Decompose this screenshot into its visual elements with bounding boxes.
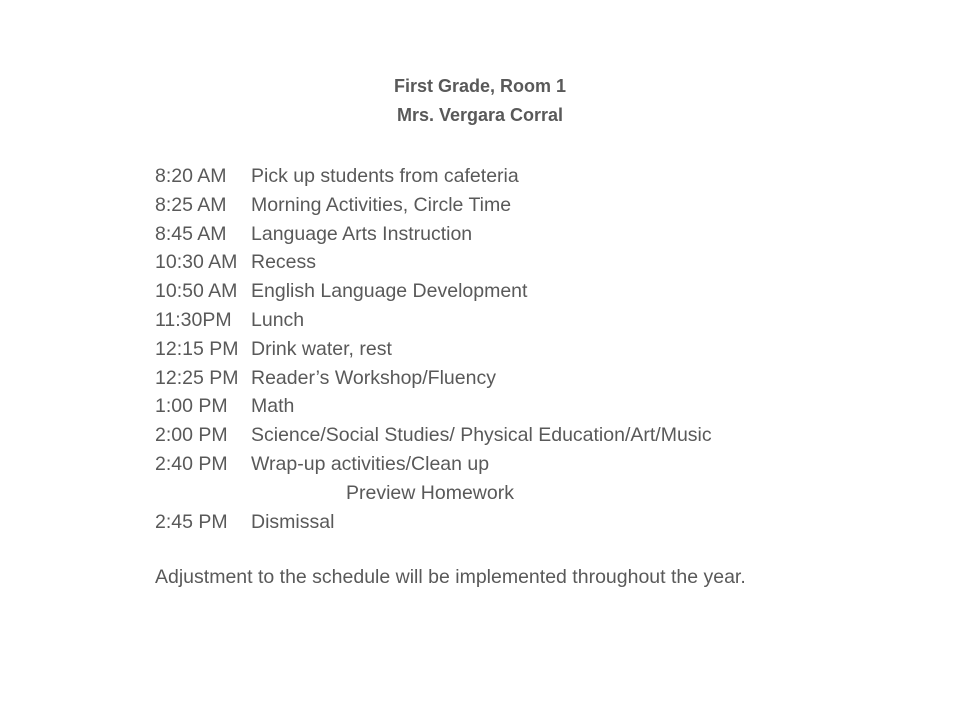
schedule-time: 8:25 AM bbox=[155, 193, 227, 216]
schedule-time: 11:30PM bbox=[155, 308, 232, 331]
schedule-activity: Drink water, rest bbox=[251, 337, 392, 360]
daily-schedule bbox=[155, 162, 875, 536]
schedule-activity: Language Arts Instruction bbox=[251, 222, 473, 245]
schedule-activity: Recess bbox=[251, 251, 317, 274]
schedule-row bbox=[155, 306, 875, 335]
schedule-time: 2:40 PM bbox=[155, 452, 228, 475]
schedule-activity: Morning Activities, Circle Time bbox=[251, 193, 512, 216]
schedule-row-continuation bbox=[155, 479, 875, 508]
schedule-row bbox=[155, 277, 875, 306]
schedule-time: 10:50 AM bbox=[155, 280, 238, 303]
schedule-row bbox=[155, 191, 875, 220]
schedule-time: 2:00 PM bbox=[155, 424, 228, 447]
schedule-row bbox=[155, 364, 875, 393]
schedule-activity: Science/Social Studies/ Physical Education/Art/Music bbox=[251, 424, 712, 447]
schedule-activity: Dismissal bbox=[251, 510, 335, 533]
class-title: First Grade, Room 1 bbox=[393, 76, 567, 96]
schedule-time: 8:45 AM bbox=[155, 222, 227, 245]
schedule-time: 8:20 AM bbox=[155, 165, 227, 187]
schedule-row bbox=[155, 450, 875, 479]
schedule-row bbox=[155, 162, 875, 191]
schedule-time: 12:15 PM bbox=[155, 337, 239, 360]
schedule-row bbox=[155, 392, 875, 421]
schedule-activity: Reader’s Workshop/Fluency bbox=[251, 366, 496, 389]
schedule-activity: English Language Development bbox=[251, 280, 528, 303]
schedule-activity: Wrap-up activities/Clean up bbox=[251, 452, 490, 475]
schedule-time: 2:45 PM bbox=[155, 510, 228, 533]
schedule-activity: Pick up students from cafeteria bbox=[251, 165, 519, 187]
schedule-activity: Math bbox=[251, 395, 295, 418]
schedule-row bbox=[155, 421, 875, 450]
schedule-time: 10:30 AM bbox=[155, 251, 238, 274]
schedule-activity: Lunch bbox=[251, 308, 305, 331]
schedule-note: Adjustment to the schedule will be implemented throughout the year. bbox=[155, 566, 746, 588]
schedule-row bbox=[155, 335, 875, 364]
schedule-row bbox=[155, 220, 875, 249]
teacher-name: Mrs. Vergara Corral bbox=[396, 105, 564, 125]
schedule-time: 12:25 PM bbox=[155, 366, 239, 389]
schedule-row bbox=[155, 508, 875, 537]
schedule-time: 1:00 PM bbox=[155, 395, 228, 418]
schedule-activity: Preview Homework bbox=[346, 481, 514, 504]
schedule-row bbox=[155, 248, 875, 277]
